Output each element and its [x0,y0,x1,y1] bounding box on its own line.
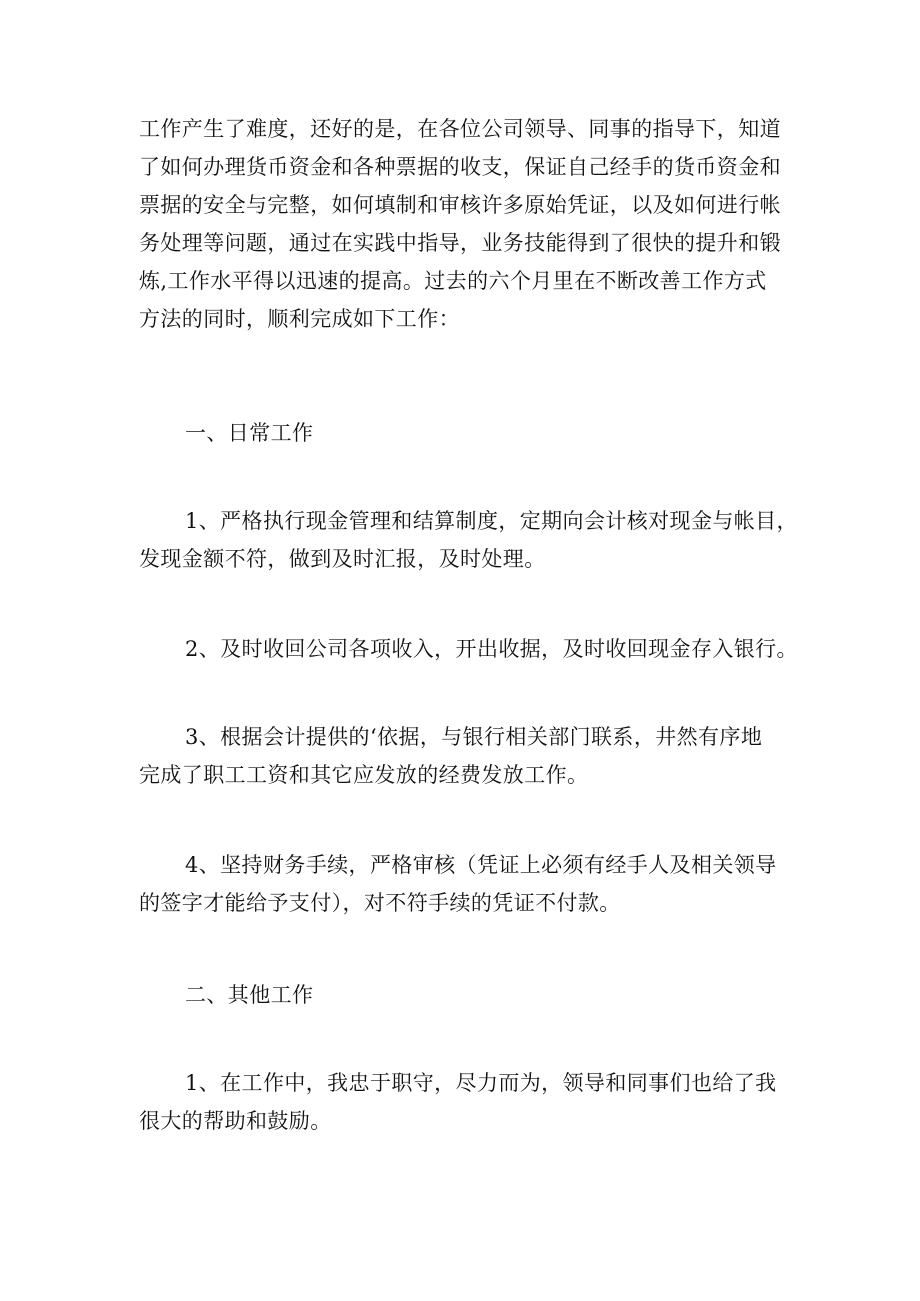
intro-paragraph [139,110,789,338]
daily-item-2 [139,630,798,668]
text-line: 票据的安全与完整，如何填制和审核许多原始凭证，以及如何进行帐 [139,193,781,217]
text-line: 完成了职工工资和其它应发放的经费发放工作。 [139,763,589,787]
section-heading-daily-work [139,414,789,452]
daily-item-4 [139,846,789,922]
other-item-1 [139,1064,789,1140]
text-line: 工作产生了难度，还好的是，在各位公司领导、同事的指导下，知道 [139,117,781,141]
text-line: 1、在工作中，我忠于职守，尽力而为，领导和同事们也给了我 [185,1071,777,1095]
text-line: 2、及时收回公司各项收入，开出收据，及时收回现金存入银行。 [185,637,798,661]
text-line: 务处理等问题，通过在实践中指导，业务技能得到了很快的提升和锻 [139,231,781,255]
text-line: 的签字才能给予支付），对不符手续的凭证不付款。 [139,891,621,915]
section-heading-other-work [139,976,789,1014]
section-heading-text: 二、其他工作 [185,983,314,1007]
text-line: 4、坚持财务手续，严格审核（凭证上必须有经手人及相关领导 [185,853,777,877]
text-line: 3、根据会计提供的‘依据，与银行相关部门联系，井然有序地 [185,725,763,749]
text-line: 发现金额不符，做到及时汇报，及时处理。 [139,547,546,571]
text-line: 方法的同时，顺利完成如下工作： [139,307,460,331]
text-line: 很大的帮助和鼓励。 [139,1109,332,1133]
text-line: 了如何办理货币资金和各种票据的收支，保证自己经手的货币资金和 [139,155,781,179]
section-heading-text: 一、日常工作 [185,421,314,445]
daily-item-1 [139,502,798,578]
daily-item-3 [139,718,789,794]
text-line: 1、严格执行现金管理和结算制度，定期向会计核对现金与帐目， [185,509,798,533]
text-line: 炼,工作水平得以迅速的提高。过去的六个月里在不断改善工作方式 [139,269,767,293]
